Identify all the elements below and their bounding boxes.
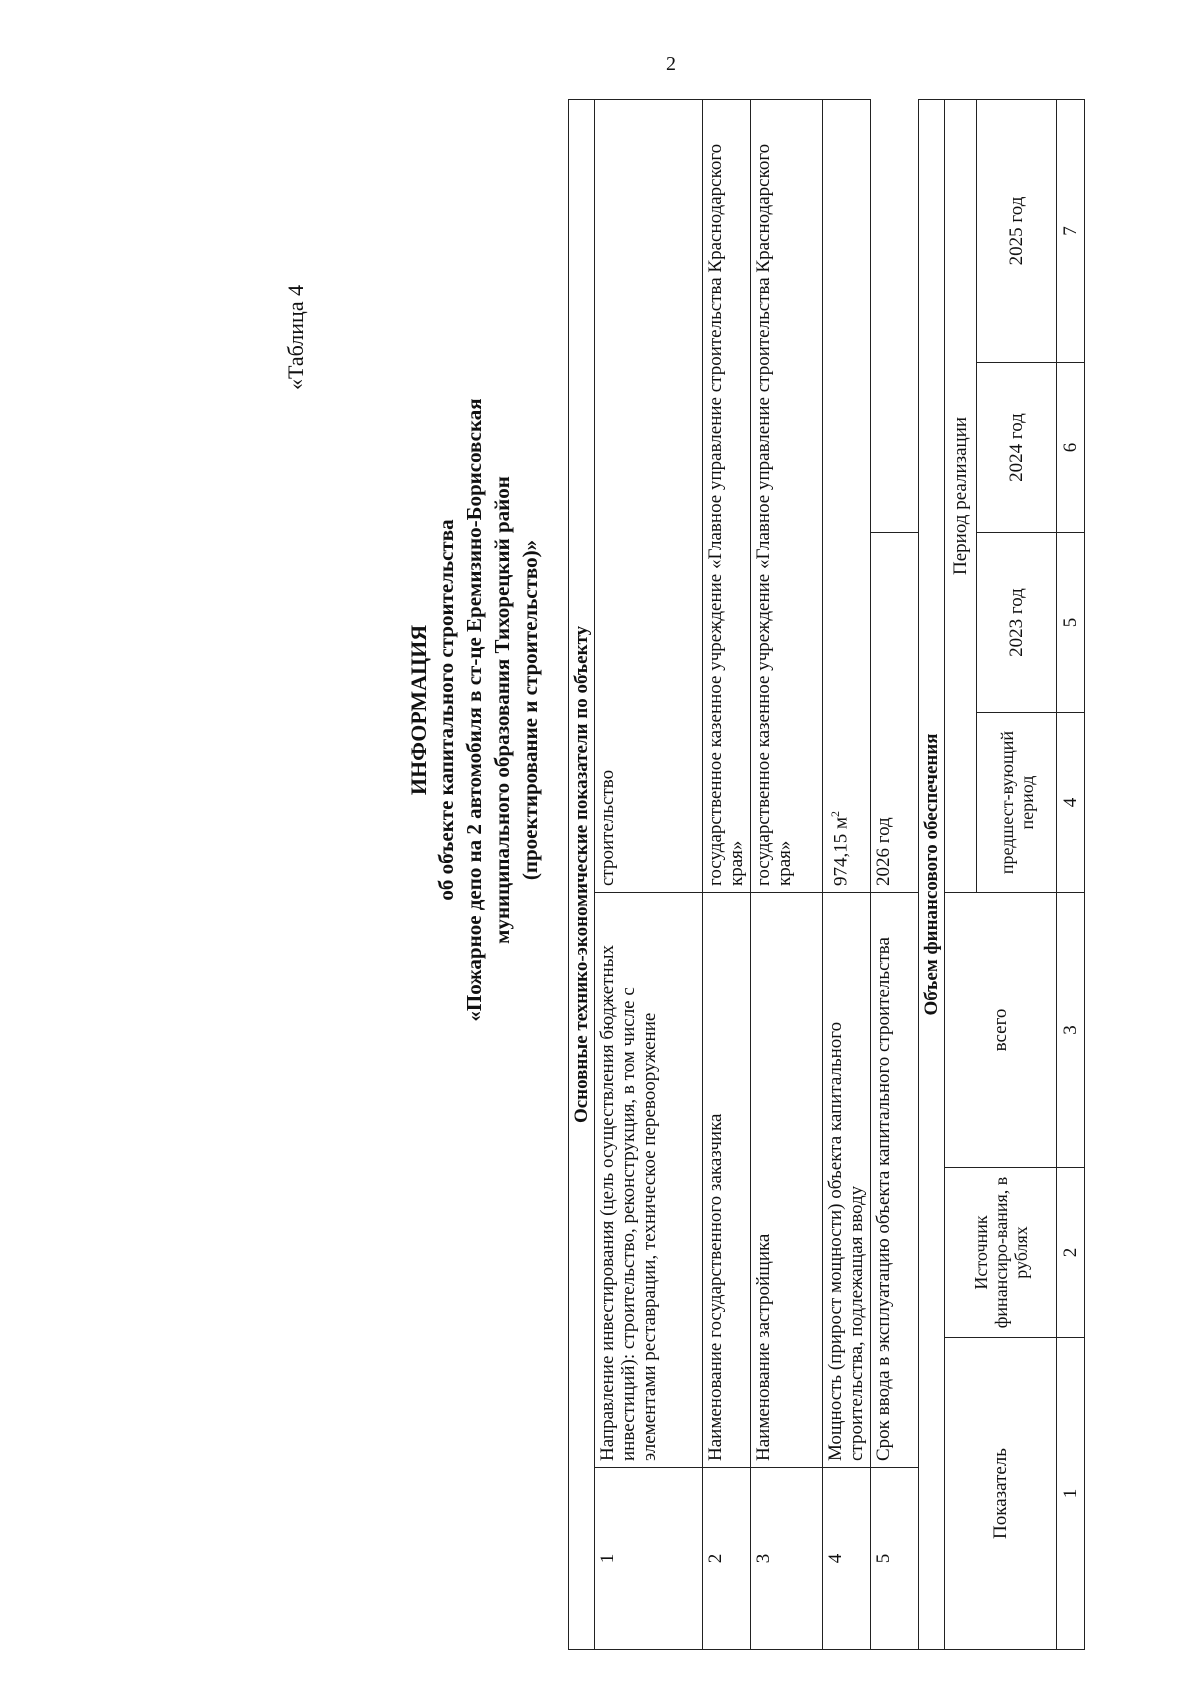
col-period: Период реализации [945,99,977,892]
row-value: 2026 год [871,533,919,893]
col-number: 1 [1057,1338,1085,1650]
col-total: всего [945,893,1057,1168]
table-row [823,99,871,1649]
title-line-3: «Пожарное депо на 2 автомобиля в ст-це Еремизино-Борисовская [462,398,486,1022]
col-number: 4 [1057,713,1085,893]
col-period-2023: 2023 год [977,533,1057,713]
row-number: 5 [871,1468,919,1650]
table-row [871,99,919,1649]
col-period-2024: 2024 год [977,363,1057,533]
object-info-table [568,99,1085,1650]
row-label: Срок ввода в эксплуатацию объекта капитального строительства [871,893,919,1468]
col-indicator: Показатель [945,1338,1057,1650]
row-number: 3 [751,1468,823,1650]
col-number: 3 [1057,893,1085,1168]
header-row [945,99,977,1649]
table-row [595,99,703,1649]
unit-superscript: 2 [828,810,842,817]
section-header-row [569,99,595,1649]
row-value: строительство [595,99,703,892]
row-label: Направление инвестирования (цель осуществления бюджетных инвестиций): строительство, реконструкция, в том числе с элементами реставрации, техническое перевооружение [595,893,703,1468]
title-line-4: муниципального образования Тихорецкий район [490,476,514,944]
title-line-2: об объекте капитального строительства [434,519,458,901]
table-row [751,99,823,1649]
page-number: 2 [666,53,676,75]
row-value [703,99,751,892]
value-text: государственное казенное учреждение «Главное управление строительства Краснодарского края» [705,143,747,886]
row-value [823,99,871,892]
col-period-prev: предшест-вующий период [977,713,1057,893]
section-header-row [919,99,945,1649]
row-value: государственное казенное учреждение «Главное управление строительства Краснодарского края» [751,99,823,892]
capacity-value: 974,15 м [830,816,852,886]
section1-header: Основные технико-экономические показатели по объекту [569,99,595,1649]
row-number: 1 [595,1468,703,1650]
col-source: Источник финансиро-вания, в рублях [945,1168,1057,1338]
col-period-2025: 2025 год [977,99,1057,362]
title-heading: ИНФОРМАЦИЯ [406,624,431,796]
row-label: Наименование государственного заказчика [703,893,751,1468]
row-number: 2 [703,1468,751,1650]
table-label: «Таблица 4 [283,284,308,390]
document-title [405,330,544,1090]
col-number: 7 [1057,99,1085,362]
row-label: Мощность (прирост мощности) объекта капитального строительства, подлежащая вводу [823,893,871,1468]
rotated-page-content [0,42,1160,1650]
col-number: 5 [1057,533,1085,713]
col-number: 6 [1057,363,1085,533]
title-line-5: (проектирование и строительство)» [518,539,542,881]
blank-cell [871,99,919,532]
row-number: 4 [823,1468,871,1650]
table-row [703,99,751,1649]
column-number-row [1057,99,1085,1649]
row-label: Наименование застройщика [751,893,823,1468]
col-number: 2 [1057,1168,1085,1338]
section2-header: Объем финансового обеспечения [919,99,945,1649]
